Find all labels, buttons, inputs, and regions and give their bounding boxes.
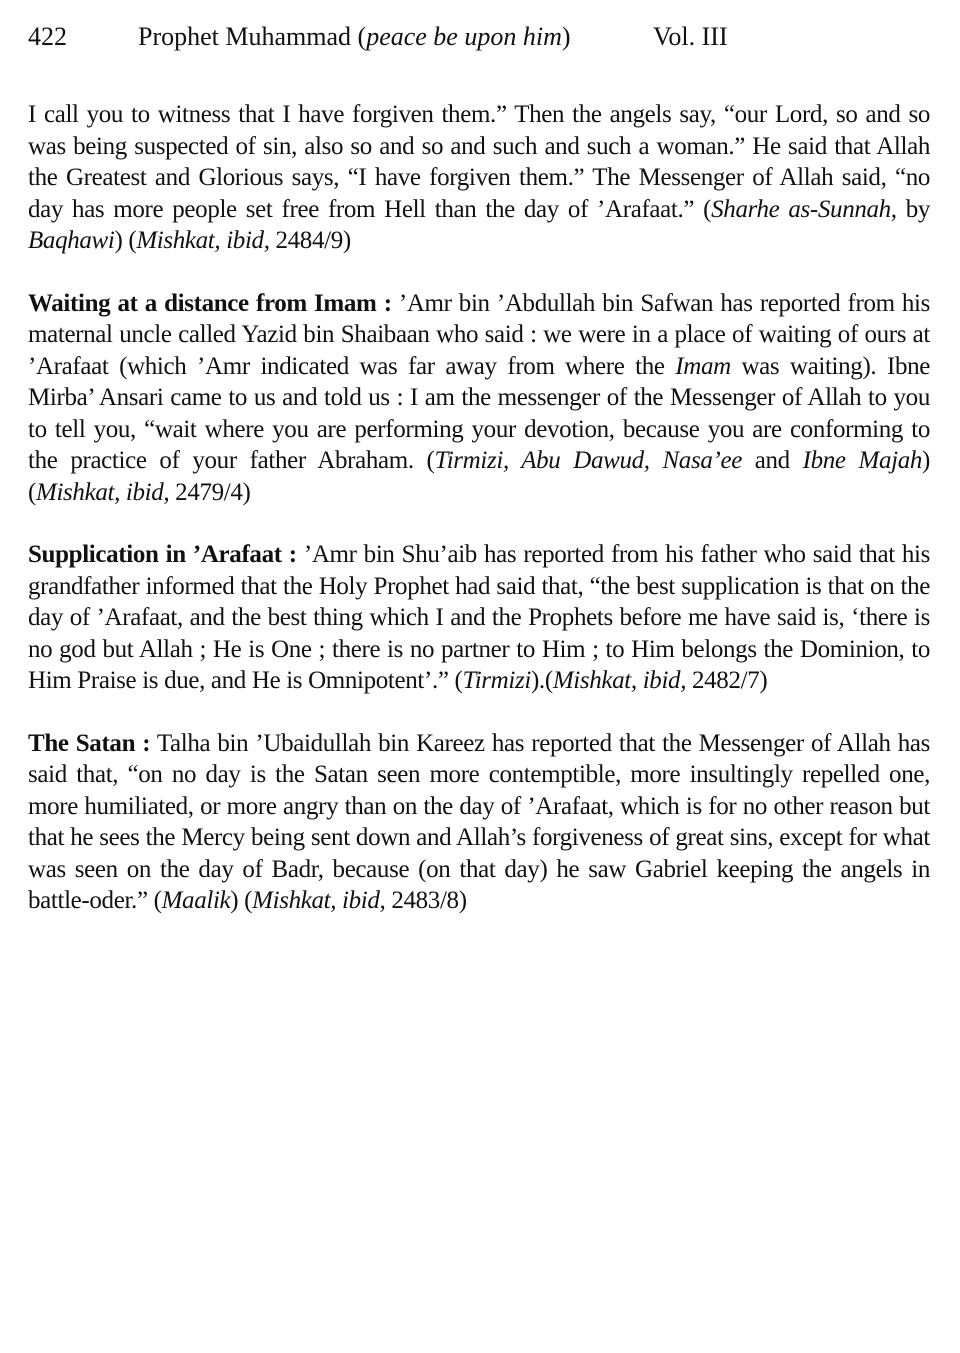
paragraph-text: and (741, 447, 803, 474)
volume-label: Vol. III (653, 22, 728, 51)
paragraph-supplication (28, 539, 930, 697)
citation-italic: Baqhawi (28, 227, 115, 254)
paragraph-text: Talha bin ’Ubaidullah bin Kareez has reported that the Messenger of Allah has said that, “on no day is the Satan seen more contemptible, more insultingly repelled one, more humiliated, or more angry than on the day of ’Arafaat, which is for no other reason but that he sees the Mercy being sent down and Allah’s forgiveness of great sins, except for what was seen on the day of Badr, because (on that day) he saw Gabriel keeping the angels in battle-oder.” ( (28, 729, 930, 914)
running-header (28, 20, 930, 54)
section-heading: Waiting at a distance from Imam : (28, 289, 392, 317)
paragraph-text: by (896, 195, 931, 223)
paragraph-text: 2482/7) (686, 667, 768, 694)
citation-italic: Ibne Majah (802, 447, 922, 474)
book-title-honorific: peace be upon him (366, 22, 562, 51)
paragraph-text: I call you to witness that I have forgiven them.” Then the angels say, “our Lord, so and so was being suspected of sin, also so and so and such and such a woman.” He said that Allah the Greatest and Glorious says, “I have forgiven them.” The Messenger of Allah said, “no day has more people set free from Hell than the day of ’Arafaat.” ( (28, 101, 930, 223)
page-number: 422 (28, 22, 67, 51)
citation-italic: Tirmizi, Abu Dawud, Nasa’ee (434, 447, 742, 474)
term-italic: Imam (675, 352, 731, 380)
paragraph-text: 2483/8) (385, 887, 467, 914)
book-title-prefix: Prophet Muhammad ( (138, 22, 367, 51)
paragraph-the-satan (28, 728, 930, 917)
section-heading: Supplication in ’Arafaat : (28, 541, 297, 568)
paragraph-text: 2484/9) (269, 227, 351, 254)
citation-italic: Mishkat, ibid, (252, 887, 386, 914)
paragraph-text: ’Amr bin ’Abdullah bin Safwan has reported from his maternal uncle called Yazid bin Shaibaan who said : we were in a place of waiting of ours at ’Arafaat (which ’Amr indicated was far away from where the (28, 289, 930, 380)
paragraph-text: was waiting). Ibne Mirba’ Ansari came to us and told us : I am the messenger of the Messenger of Allah to you to tell you, “wait where you are performing your devotion, because you are conforming to the practice of your father Abraham. ( (28, 352, 930, 474)
paragraph-continuation (28, 99, 930, 257)
citation-italic: Sharhe as-Sunnah, (711, 195, 897, 223)
citation-italic: Mishkat, ibid, (552, 667, 687, 694)
paragraph-text: ’Amr bin Shu’aib has reported from his father who said that his grandfather informed that the Holy Prophet had said that, “the best supplication is that on the day of ’Arafaat, and the best thing which I and the Prophets before me have said is, ‘there is no god but Allah ; He is One ; there is no partner to Him ; to Him belongs the Dominion, to Him Praise is due, and He is Omnipotent’.” ( (28, 541, 930, 694)
book-title-suffix: ) (561, 22, 571, 51)
book-title (138, 20, 571, 54)
paragraph-text: ) ( (230, 887, 253, 914)
paragraph-text: 2479/4) (169, 478, 251, 506)
citation-italic: Mishkat, ibid, (35, 478, 170, 506)
paragraph-text: ) ( (28, 447, 930, 506)
body-text (28, 99, 930, 917)
paragraph-text: ) ( (114, 227, 137, 254)
citation-italic: Mishkat, ibid, (136, 227, 270, 254)
section-heading: The Satan : (28, 729, 151, 757)
citation-italic: Maalik (161, 887, 231, 914)
citation-italic: Tirmizi (462, 667, 531, 694)
paragraph-text: ).( (530, 667, 553, 694)
paragraph-waiting-at-distance (28, 288, 930, 509)
